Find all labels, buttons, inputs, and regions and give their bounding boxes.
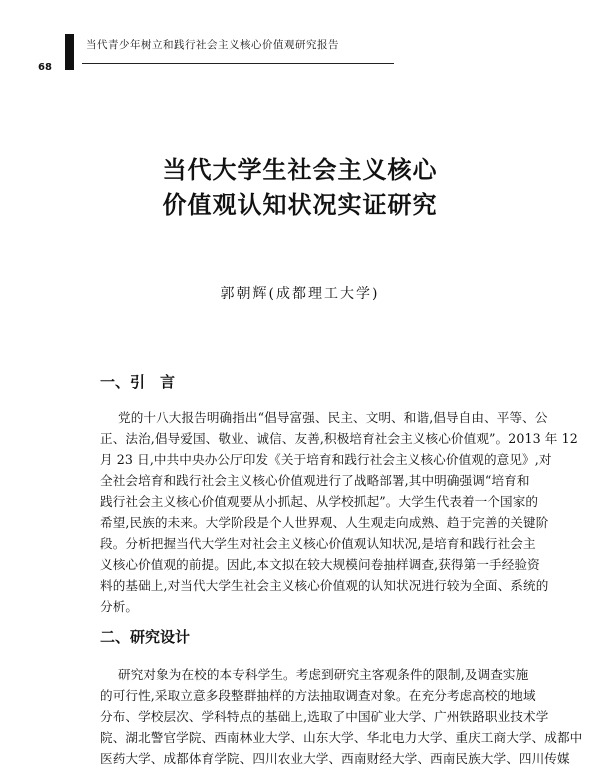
paragraph-line: 医药大学、成都体育学院、四川农业大学、西南财经大学、西南民族大学、四川传媒 (100, 751, 570, 766)
header-rule-bar (65, 34, 74, 70)
page-number: 68 (38, 62, 52, 73)
article-title-line-2: 价值观认知状况实证研究 (162, 191, 438, 219)
paragraph-line: 料的基础上,对当代大学生社会主义核心价值观的认知状况进行较为全面、系统的 (100, 578, 549, 593)
paragraph-line: 全社会培育和践行社会主义核心价值观进行了战略部署,其中明确强调“培育和 (100, 473, 530, 488)
header-divider (82, 63, 394, 64)
section-heading-introduction: 一、引 言 (100, 373, 176, 391)
paragraph-line: 分析。 (100, 599, 139, 614)
paragraph-line: 段。分析把握当代大学生对社会主义核心价值观认知状况,是培育和践行社会主 (100, 536, 536, 551)
paragraph-line: 希望,民族的未来。大学阶段是个人世界观、人生观走向成熟、趋于完善的关键阶 (100, 515, 549, 530)
section-heading-research-design: 二、研究设计 (100, 628, 191, 646)
paragraph-line: 义核心价值观的前提。因此,本文拟在较大规模问卷抽样调查,获得第一手经验资 (100, 557, 540, 572)
paragraph-line: 月 23 日,中共中央办公厅印发《关于培育和践行社会主义核心价值观的意见》,对 (100, 452, 552, 467)
paragraph-line: 分布、学校层次、学科特点的基础上,选取了中国矿业大学、广州铁路职业技术学 (100, 709, 549, 724)
paragraph-line: 研究对象为在校的本专科学生。考虑到研究主客观条件的限制,及调查实施 (118, 667, 529, 682)
paragraph-line: 院、湖北警官学院、西南林业大学、山东大学、华北电力大学、重庆工商大学、成都中 (100, 730, 583, 745)
author-byline: 郭朝辉(成都理工大学) (220, 286, 380, 302)
running-title: 当代青少年树立和践行社会主义核心价值观研究报告 (86, 39, 339, 51)
paragraph-line: 党的十八大报告明确指出“倡导富强、民主、文明、和谐,倡导自由、平等、公 (118, 410, 548, 425)
paragraph-line: 的可行性,采取立意多段整群抽样的方法抽取调查对象。在充分考虑高校的地域 (100, 688, 536, 703)
article-title-line-1: 当代大学生社会主义核心 (162, 156, 438, 184)
paragraph-line: 践行社会主义核心价值观要从小抓起、从学校抓起”。大学生代表着一个国家的 (100, 494, 539, 509)
paragraph-line: 正、法治,倡导爱国、敬业、诚信、友善,积极培育社会主义核心价值观”。2013 年 12 (100, 431, 578, 446)
